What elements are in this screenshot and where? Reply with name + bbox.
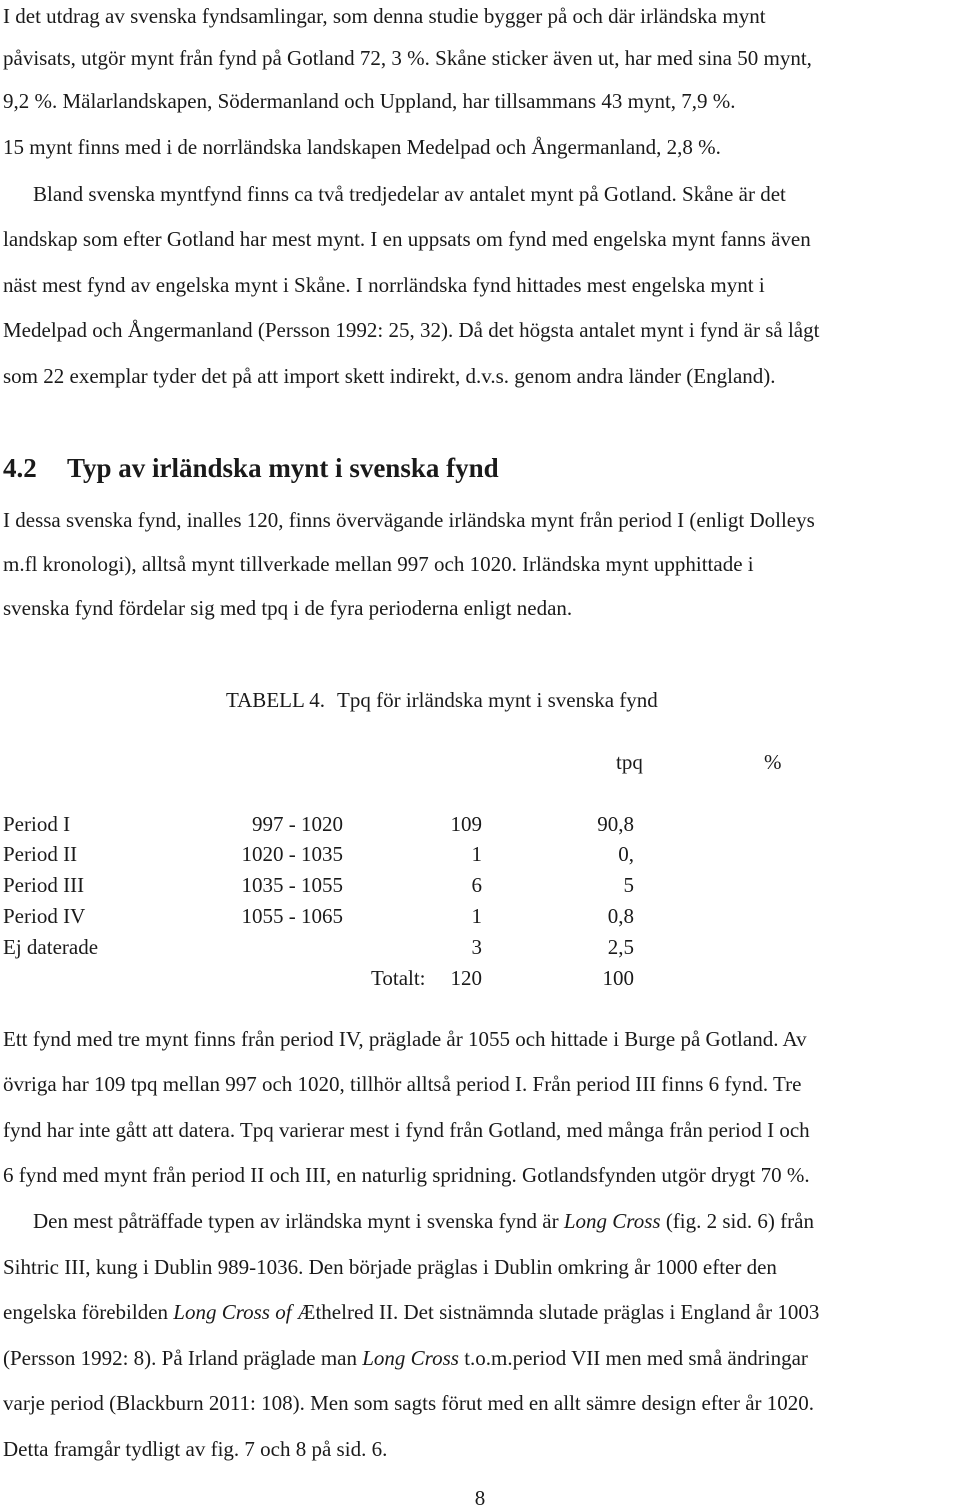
row-pct: 2,5 (607, 935, 634, 959)
text-line: Sihtric III, kung i Dublin 989-1036. Den började präglas i Dublin omkring år 1000 efter den (3, 1255, 777, 1279)
text-line: I dessa svenska fynd, inalles 120, finns övervägande irländska mynt från period I (enligt Dolleys (3, 508, 815, 532)
text-line: svenska fynd fördelar sig med tpq i de fyra perioderna enligt nedan. (3, 596, 573, 620)
row-pct: 0, (618, 842, 634, 866)
text-line: påvisats, utgör mynt från fynd på Gotland 72, 3 %. Skåne sticker även ut, har med sina 50 mynt, (3, 46, 812, 70)
row-pct: 0,8 (607, 904, 634, 928)
row-label: Period I (3, 812, 71, 836)
row-range: 1020 - 1035 (241, 842, 343, 866)
table-row (0, 840, 700, 870)
total-label: Totalt: (371, 966, 426, 990)
text-line (3, 1298, 819, 1326)
table-row (0, 810, 700, 840)
text-line: näst mest fynd av engelska mynt i Skåne. I norrländska fynd hittades mest engelska mynt i (3, 273, 765, 297)
italic-term: Long Cross (362, 1346, 459, 1370)
row-range: 997 - 1020 (252, 812, 343, 836)
section-heading (3, 451, 499, 485)
text-run: t.o.m.period VII men med små ändringar (458, 1346, 808, 1370)
row-pct: 5 (623, 873, 634, 897)
table-caption-text: Tpq för irländska mynt i svenska fynd (337, 688, 658, 712)
row-count: 109 (450, 812, 482, 836)
row-count: 1 (471, 904, 482, 928)
text-line: Ett fynd med tre mynt finns från period IV, präglade år 1055 och hittade i Burge på Gotland. Av (3, 1027, 807, 1051)
total-count: 120 (450, 966, 482, 990)
total-pct: 100 (602, 966, 634, 990)
row-count: 1 (471, 842, 482, 866)
italic-term: Long Cross of (173, 1300, 297, 1324)
text-line: Medelpad och Ångermanland (Persson 1992: 25, 32). Då det högsta antalet mynt i fynd är så lågt (3, 318, 820, 342)
section-number: 4.2 (3, 453, 37, 483)
table-row (0, 902, 700, 932)
text-run: Æthelred II. Det sistnämnda slutade präglas i England år 1003 (296, 1300, 820, 1324)
page-number: 8 (474, 1486, 486, 1510)
text-line: Detta framgår tydligt av fig. 7 och 8 på sid. 6. (3, 1437, 388, 1461)
text-run: Den mest påträffade typen av irländska mynt i svenska fynd är (33, 1209, 564, 1233)
text-line: 9,2 %. Mälarlandskapen, Södermanland och Uppland, har tillsammans 43 mynt, 7,9 %. (3, 89, 736, 113)
section-title: Typ av irländska mynt i svenska fynd (67, 453, 499, 483)
row-range: 1035 - 1055 (241, 873, 343, 897)
table-header-pct: % (764, 750, 782, 774)
text-line: m.fl kronologi), alltså mynt tillverkade mellan 997 och 1020. Irländska mynt upphittade i (3, 552, 754, 576)
table-total-row (0, 964, 700, 994)
table-caption-label: TABELL 4. (226, 688, 326, 712)
text-line: övriga har 109 tpq mellan 997 och 1020, tillhör alltså period I. Från period III finns 6 fynd. Tre (3, 1072, 802, 1096)
text-line: varje period (Blackburn 2011: 108). Men som sagts förut med en allt sämre design efter år 1020. (3, 1391, 815, 1415)
text-line: landskap som efter Gotland har mest mynt. I en uppsats om fynd med engelska mynt fanns även (3, 227, 811, 251)
row-range: 1055 - 1065 (241, 904, 343, 928)
text-run: (Persson 1992: 8). På Irland präglade man (3, 1346, 363, 1370)
row-label: Period II (3, 842, 78, 866)
table-header-tpq: tpq (616, 750, 643, 774)
row-count: 3 (471, 935, 482, 959)
table-row (0, 933, 700, 963)
text-run: (fig. 2 sid. 6) från (660, 1209, 814, 1233)
text-line: 6 fynd med mynt från period II och III, en naturlig spridning. Gotlandsfynden utgör drygt 70 %. (3, 1163, 810, 1187)
text-line (3, 1344, 808, 1372)
text-line: 15 mynt finns med i de norrländska landskapen Medelpad och Ångermanland, 2,8 %. (3, 135, 721, 159)
row-label: Period III (3, 873, 85, 897)
text-line: som 22 exemplar tyder det på att import skett indirekt, d.v.s. genom andra länder (England). (3, 364, 776, 388)
row-count: 6 (471, 873, 482, 897)
text-line (33, 1207, 814, 1235)
text-line: I det utdrag av svenska fyndsamlingar, som denna studie bygger på och där irländska mynt (3, 4, 766, 28)
row-label: Ej daterade (3, 935, 99, 959)
text-line: Bland svenska myntfynd finns ca två tredjedelar av antalet mynt på Gotland. Skåne är det (33, 182, 786, 206)
row-label: Period IV (3, 904, 86, 928)
text-line: fynd har inte gått att datera. Tpq varierar mest i fynd från Gotland, med många från period I och (3, 1118, 810, 1142)
row-pct: 90,8 (597, 812, 634, 836)
italic-term: Long Cross (563, 1209, 661, 1233)
text-run: engelska förebilden (3, 1300, 174, 1324)
table-caption (226, 686, 658, 714)
table-row (0, 871, 700, 901)
